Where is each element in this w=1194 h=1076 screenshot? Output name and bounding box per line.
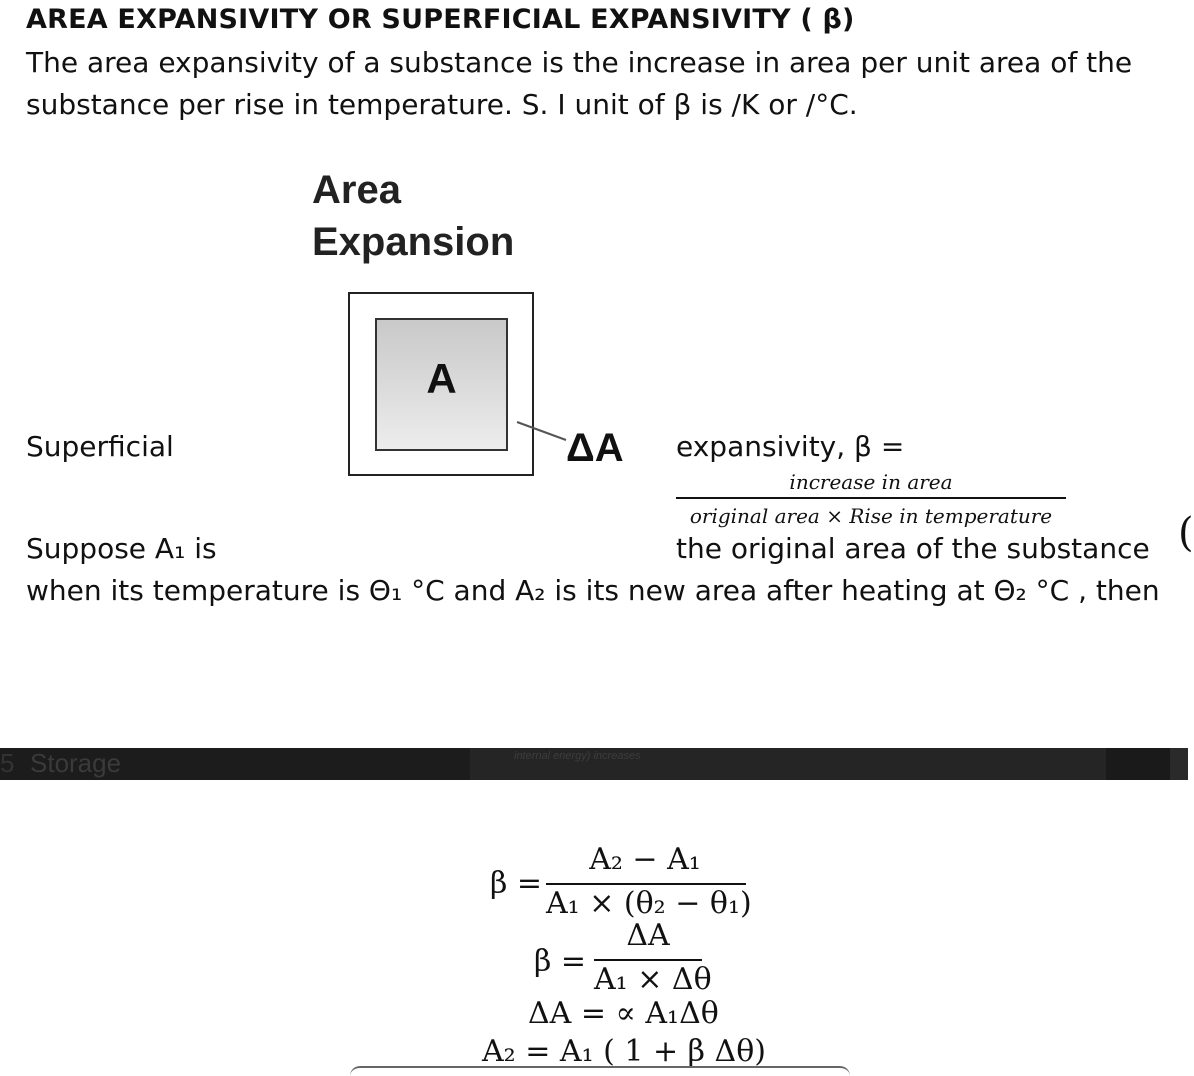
- eq2-fraction-bar: [594, 959, 702, 961]
- eq2-lhs: β =: [534, 944, 587, 979]
- figure-title-line-2: Expansion: [312, 220, 515, 264]
- overlay-faint-text: internal energy) increases: [514, 750, 641, 762]
- suppose-right: the original area of the substance: [676, 532, 1150, 565]
- definition-line-1: The area expansivity of a substance is the increase in area per unit area of the: [26, 46, 1133, 79]
- fraction-bar: [676, 497, 1066, 499]
- figure-title-line-1: Area: [312, 168, 401, 212]
- original-area-label: A: [426, 355, 457, 402]
- eq4: A₂ = A₁ ( 1 + β Δθ): [482, 1034, 766, 1069]
- superficial-word: Superficial: [26, 430, 174, 463]
- stray-bracket: (: [1178, 510, 1194, 556]
- section-heading: AREA EXPANSIVITY OR SUPERFICIAL EXPANSIVITY ( β): [26, 4, 855, 35]
- definition-line-2: substance per rise in temperature. S. I unit of β is /K or /°C.: [26, 88, 858, 121]
- eq1-denominator: A₁ × (θ₂ − θ₁): [546, 886, 752, 921]
- eq3: ΔA = ∝ A₁Δθ: [528, 996, 719, 1031]
- box-outline-edge: [350, 1066, 850, 1076]
- eq1-lhs: β =: [490, 866, 543, 901]
- area-increase-label: ΔA: [566, 426, 624, 470]
- eq1-fraction-bar: [546, 883, 746, 885]
- suppose-line-2: when its temperature is Θ₁ °C and A₂ is its new area after heating at Θ₂ °C , then: [26, 574, 1160, 607]
- eq1-numerator: A₂ − A₁: [589, 842, 701, 877]
- fraction-numerator: increase in area: [789, 470, 953, 494]
- eq2-denominator: A₁ × Δθ: [594, 962, 712, 997]
- suppose-left: Suppose A₁ is: [26, 532, 217, 565]
- overlay-number: 5: [0, 748, 15, 778]
- eq2-numerator: ΔA: [626, 918, 670, 953]
- overlay-storage-text: Storage: [30, 748, 122, 778]
- expansivity-label: expansivity, β =: [676, 430, 905, 463]
- fraction-denominator: original area × Rise in temperature: [689, 504, 1053, 528]
